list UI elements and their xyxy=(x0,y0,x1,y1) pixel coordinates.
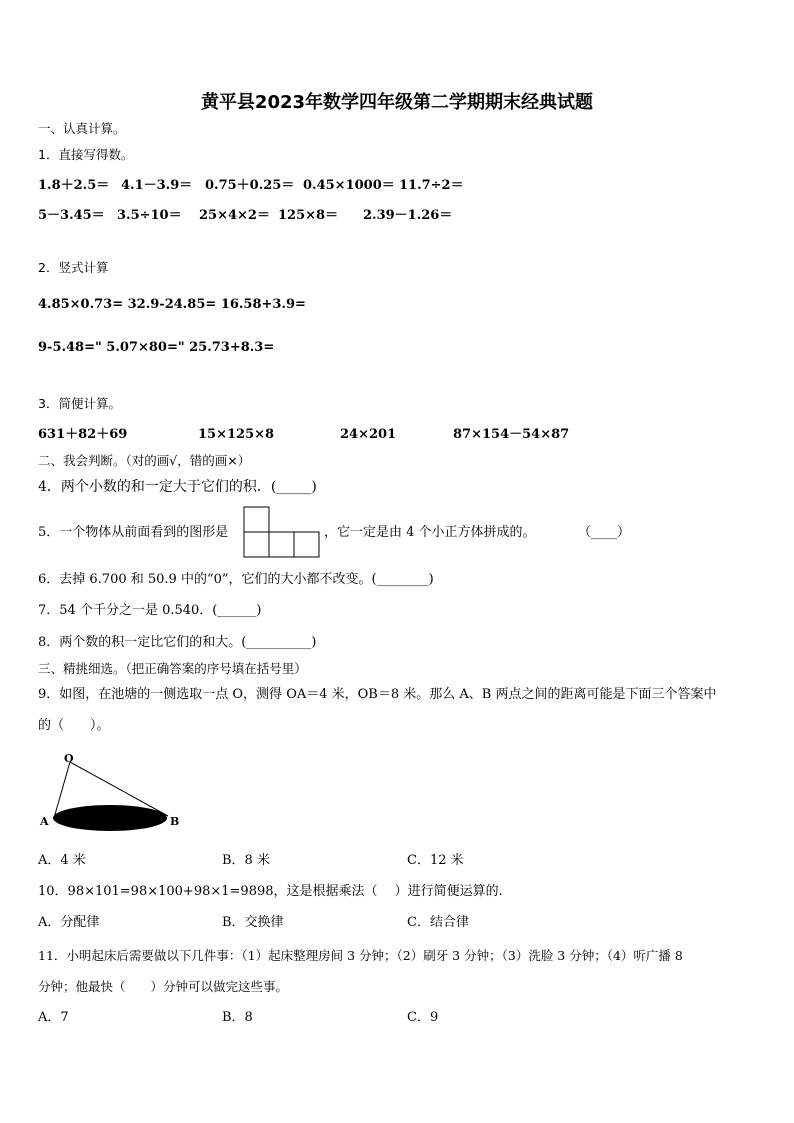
q1-row1-item2: 4.1－3.9＝ xyxy=(121,178,193,193)
page-title: 黄平县2023年数学四年级第二学期期末经典试题 xyxy=(200,92,594,113)
q1-row2-item5: 2.39－1.26＝ xyxy=(363,208,453,223)
q5-text-before: 5．一个物体从前面看到的图形是 xyxy=(38,525,229,540)
q9-option-c[interactable]: C．12 米 xyxy=(407,853,464,868)
q5-text-after: ，它一定是由 4 个小正方体拼成的。 xyxy=(324,525,536,540)
section1-heading: 一、认真计算。 xyxy=(38,121,126,136)
q10-text: 10．98×101=98×100+98×1=9898，这是根据乘法（ ）进行简便运算的. xyxy=(38,884,503,899)
pond-figure xyxy=(36,748,186,834)
q7-text: 7．54 个千分之一是 0.540．(______) xyxy=(38,603,262,618)
q9-option-a[interactable]: A．4 米 xyxy=(38,853,86,868)
q11-line1: 11．小明起床后需要做以下几件事：（1）起床整理房间 3 分钟；（2）刷牙 3 分钟；（3）洗脸 3 分钟；（4）听广播 8 xyxy=(38,948,683,963)
q9-line2: 的（ ）。 xyxy=(38,718,110,733)
front-view-figure xyxy=(243,506,323,560)
q3-item1: 631＋82＋69 xyxy=(38,427,128,442)
q10-option-b[interactable]: B．交换律 xyxy=(222,915,284,930)
q9-option-b[interactable]: B．8 米 xyxy=(222,853,270,868)
q1-row1-item1: 1.8＋2.5＝ xyxy=(38,178,110,193)
q1-row2-item4: 125×8＝ xyxy=(278,208,339,223)
q1-row2-item1: 5－3.45＝ xyxy=(38,208,105,223)
q10-option-c[interactable]: C．结合律 xyxy=(407,915,469,930)
q1-row1-item4: 0.45×1000＝ xyxy=(303,178,395,193)
q11-option-a[interactable]: A．7 xyxy=(38,1010,69,1025)
q4-text: 4．两个小数的和一定大于它们的积．(_____) xyxy=(38,479,317,495)
q3-item2: 15×125×8 xyxy=(198,427,275,442)
q1-row1-item5: 11.7÷2＝ xyxy=(399,178,464,193)
section2-heading: 二、我会判断。（对的画√，错的画×） xyxy=(38,453,251,468)
q10-option-a[interactable]: A．分配律 xyxy=(38,915,100,930)
point-o-label: O xyxy=(64,752,74,765)
q3-item4: 87×154－54×87 xyxy=(453,427,570,442)
q2-row1: 4.85×0.73= 32.9-24.85= 16.58+3.9= xyxy=(38,297,306,312)
point-a-label: A xyxy=(40,815,49,828)
point-b-label: B xyxy=(170,815,180,828)
q8-text: 8．两个数的积一定比它们的和大。(__________) xyxy=(38,635,317,650)
q2-row2: 9-5.48=" 5.07×80=" 25.73+8.3= xyxy=(38,340,275,355)
q6-text: 6．去掉 6.700 和 50.9 中的“0”，它们的大小都不改变。(________) xyxy=(38,572,434,587)
q2-label: 2．竖式计算 xyxy=(38,260,109,275)
q5-answer-blank[interactable]: （____） xyxy=(578,525,631,540)
q1-row1-item3: 0.75＋0.25＝ xyxy=(205,178,295,193)
q1-label: 1．直接写得数。 xyxy=(38,147,134,162)
section3-heading: 三、精挑细选。（把正确答案的序号填在括号里） xyxy=(38,661,307,676)
q9-line1: 9．如图，在池塘的一侧选取一点 O，测得 OA＝4 米，OB＝8 米。那么 A、B 两点之间的距离可能是下面三个答案中 xyxy=(38,687,717,702)
q11-option-b[interactable]: B．8 xyxy=(222,1010,253,1025)
q1-row2-item3: 25×4×2＝ xyxy=(199,208,270,223)
q1-row2-item2: 3.5÷10＝ xyxy=(117,208,182,223)
q11-line2: 分钟；他最快（ ）分钟可以做完这些事。 xyxy=(38,979,289,994)
q3-label: 3．简便计算。 xyxy=(38,396,121,411)
q11-option-c[interactable]: C．9 xyxy=(407,1010,439,1025)
q3-item3: 24×201 xyxy=(340,427,397,442)
